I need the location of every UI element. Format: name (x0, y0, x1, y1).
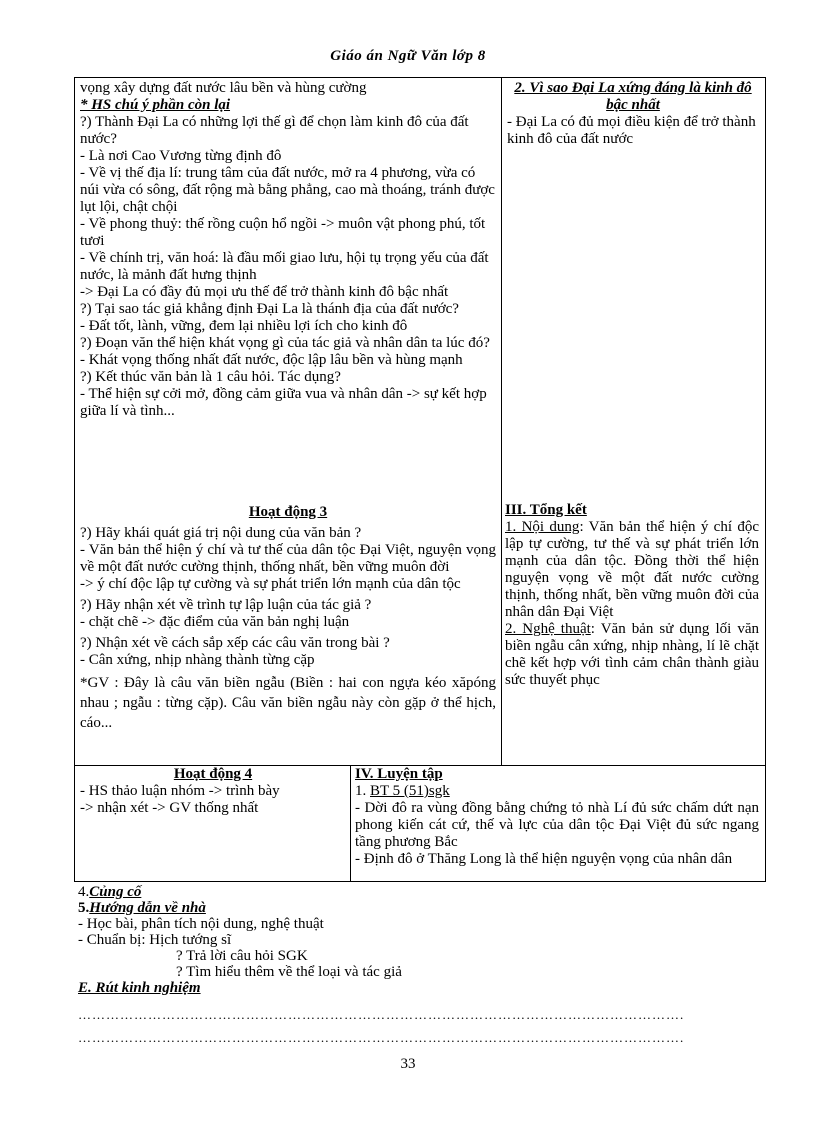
text-line: vọng xây dựng đất nước lâu bền và hùng cường (80, 80, 367, 96)
lesson-table (74, 77, 766, 882)
bottom-section (78, 884, 768, 996)
answer: - Khát vọng thống nhất đất nước, độc lập lâu bền và hùng mạnh (80, 352, 463, 368)
answer: -> ý chí độc lập tự cường và sự phát triển lớn mạnh của dân tộc (80, 576, 461, 592)
answer: - Về vị thế địa lí: trung tâm của đất nước, mở ra 4 phương, vừa có núi vừa có sông, đất rộng mà bằng phẳng, cao mà thoáng, tránh được lụt lội, chật chội (80, 165, 495, 215)
answer: - Là nơi Cao Vương từng định đô (80, 148, 282, 164)
answer: -> Đại La có đầy đủ mọi ưu thế để trở thành kinh đô bậc nhất (80, 284, 449, 300)
question: ?) Hãy nhận xét về trình tự lập luận của tác giả ? (80, 597, 372, 613)
section-text: - Đại La có đủ mọi điều kiện để trở thành kinh đô của đất nước (507, 114, 756, 147)
summary-item-1-text: : Văn bản thể hiện ý chí độc lập tự cường, tư thế và sự phát triển lớn mạnh của dân tộc. Đồng thời thể hiện nguyện vọng về một đất nước cường thịnh, thống nhất, bền vững muôn đời của nhân dân Đại Việt (505, 519, 759, 620)
question: ?) Hãy khái quát giá trị nội dung của văn bản ? (80, 525, 362, 541)
text-line: - HS thảo luận nhóm -> trình bày (80, 783, 280, 799)
practice-text: - Định đô ở Thăng Long là thể hiện nguyện vọng của nhân dân (355, 851, 733, 867)
homework-sub: ? Trả lời câu hỏi SGK (176, 948, 308, 964)
practice-item (355, 783, 759, 800)
question: ?) Thành Đại La có những lợi thế gì để chọn làm kinh đô của đất nước? (80, 114, 469, 147)
answer: - Về chính trị, văn hoá: là đầu mối giao lưu, hội tụ trọng yếu của đất nước, là mảnh đất hưng thịnh (80, 250, 489, 283)
activity-heading: Hoạt động 3 (248, 504, 328, 520)
dotted-line: …………………………………………………………………………………………………………………. (78, 1007, 685, 1022)
left-column-activity3 (80, 504, 496, 733)
summary-item-2-label: 2. Nghệ thuật (505, 621, 591, 637)
summary-heading: III. Tổng kết (505, 502, 587, 518)
summary-item-2 (505, 621, 759, 689)
question: ?) Kết thúc văn bản là 1 câu hỏi. Tác dụng? (80, 369, 341, 385)
practice-text: - Dời đô ra vùng đồng bằng chứng tỏ nhà Lí đủ sức chấm dứt nạn phong kiến cát cứ, thế và lực của dân tộc Đại Việt đủ sức ngang tầng phương Bắc (355, 800, 759, 850)
answer: - Về phong thuỷ: thế rồng cuộn hổ ngồi -> muôn vật phong phú, tốt tươi (80, 216, 486, 249)
left-column-upper (80, 80, 496, 420)
section-heading: 2. Vì sao Đại La xứng đáng là kinh đô bậc nhất (514, 80, 752, 113)
left-column-activity4 (80, 766, 346, 817)
practice-heading: IV. Luyện tập (355, 766, 443, 782)
column-divider-lower (350, 765, 351, 882)
practice-item-label: BT 5 (51)sgk (370, 783, 450, 799)
homework-sub: ? Tìm hiểu thêm về thể loại và tác giả (176, 964, 402, 980)
answer: - Cân xứng, nhịp nhàng thành từng cặp (80, 652, 315, 668)
question: ?) Tại sao tác giả khẳng định Đại La là thánh địa của đất nước? (80, 301, 459, 317)
hs-note: * HS chú ý phần còn lại (80, 97, 231, 113)
summary-item-2-text: : Văn bản sử dụng lối văn biền ngẫu cân xứng, nhịp nhàng, lí lẽ chặt chẽ kết hợp với tình cảm chân thành giàu sức thuyết phục (505, 621, 759, 688)
summary-item-1 (505, 519, 759, 621)
summary-item-1-label: 1. Nội dung (505, 519, 580, 535)
page-number: 33 (400, 1056, 416, 1072)
right-column-practice (355, 766, 759, 868)
dotted-line: …………………………………………………………………………………………………………………. (78, 1030, 685, 1045)
homework-line: - Học bài, phân tích nội dung, nghệ thuật (78, 916, 324, 932)
question: ?) Đoạn văn thể hiện khát vọng gì của tác giả và nhân dân ta lúc đó? (80, 335, 490, 351)
cung-co-heading: 4.Củng cố (78, 884, 142, 900)
practice-item-number: 1. (355, 783, 370, 799)
activity-heading: Hoạt động 4 (173, 766, 253, 782)
answer: - Văn bản thể hiện ý chí và tư thế của dân tộc Đại Việt, nguyện vọng về một đất nước cường thịnh, thống nhất, bền vững muôn đời (80, 542, 496, 575)
right-column-upper (507, 80, 759, 148)
gv-note: *GV : Đây là câu văn biền ngẫu (Biền : hai con ngựa kéo xăpóng nhau ; ngẫu : từng cặp). Câu văn biền ngẫu này còn gặp ở thể hịch, cáo... (80, 675, 496, 731)
rut-kinh-nghiem-heading: E. Rút kinh nghiệm (78, 980, 201, 996)
answer: - chặt chẽ -> đặc điểm của văn bản nghị luận (80, 614, 350, 630)
question: ?) Nhận xét về cách sắp xếp các câu văn trong bài ? (80, 635, 390, 651)
answer: - Thể hiện sự cởi mở, đồng cảm giữa vua và nhân dân -> sự kết hợp giữa lí và tình... (80, 386, 487, 419)
page-header: Giáo án Ngữ Văn lớp 8 (330, 48, 486, 64)
huong-dan-heading: 5.Hướng dẫn về nhà (78, 900, 206, 916)
answer: - Đất tốt, lành, vững, đem lại nhiều lợi ích cho kinh đô (80, 318, 408, 334)
text-line: -> nhận xét -> GV thống nhất (80, 800, 259, 816)
right-column-summary (505, 502, 759, 689)
homework-line: - Chuẩn bị: Hịch tướng sĩ (78, 932, 232, 948)
column-divider (501, 78, 502, 766)
